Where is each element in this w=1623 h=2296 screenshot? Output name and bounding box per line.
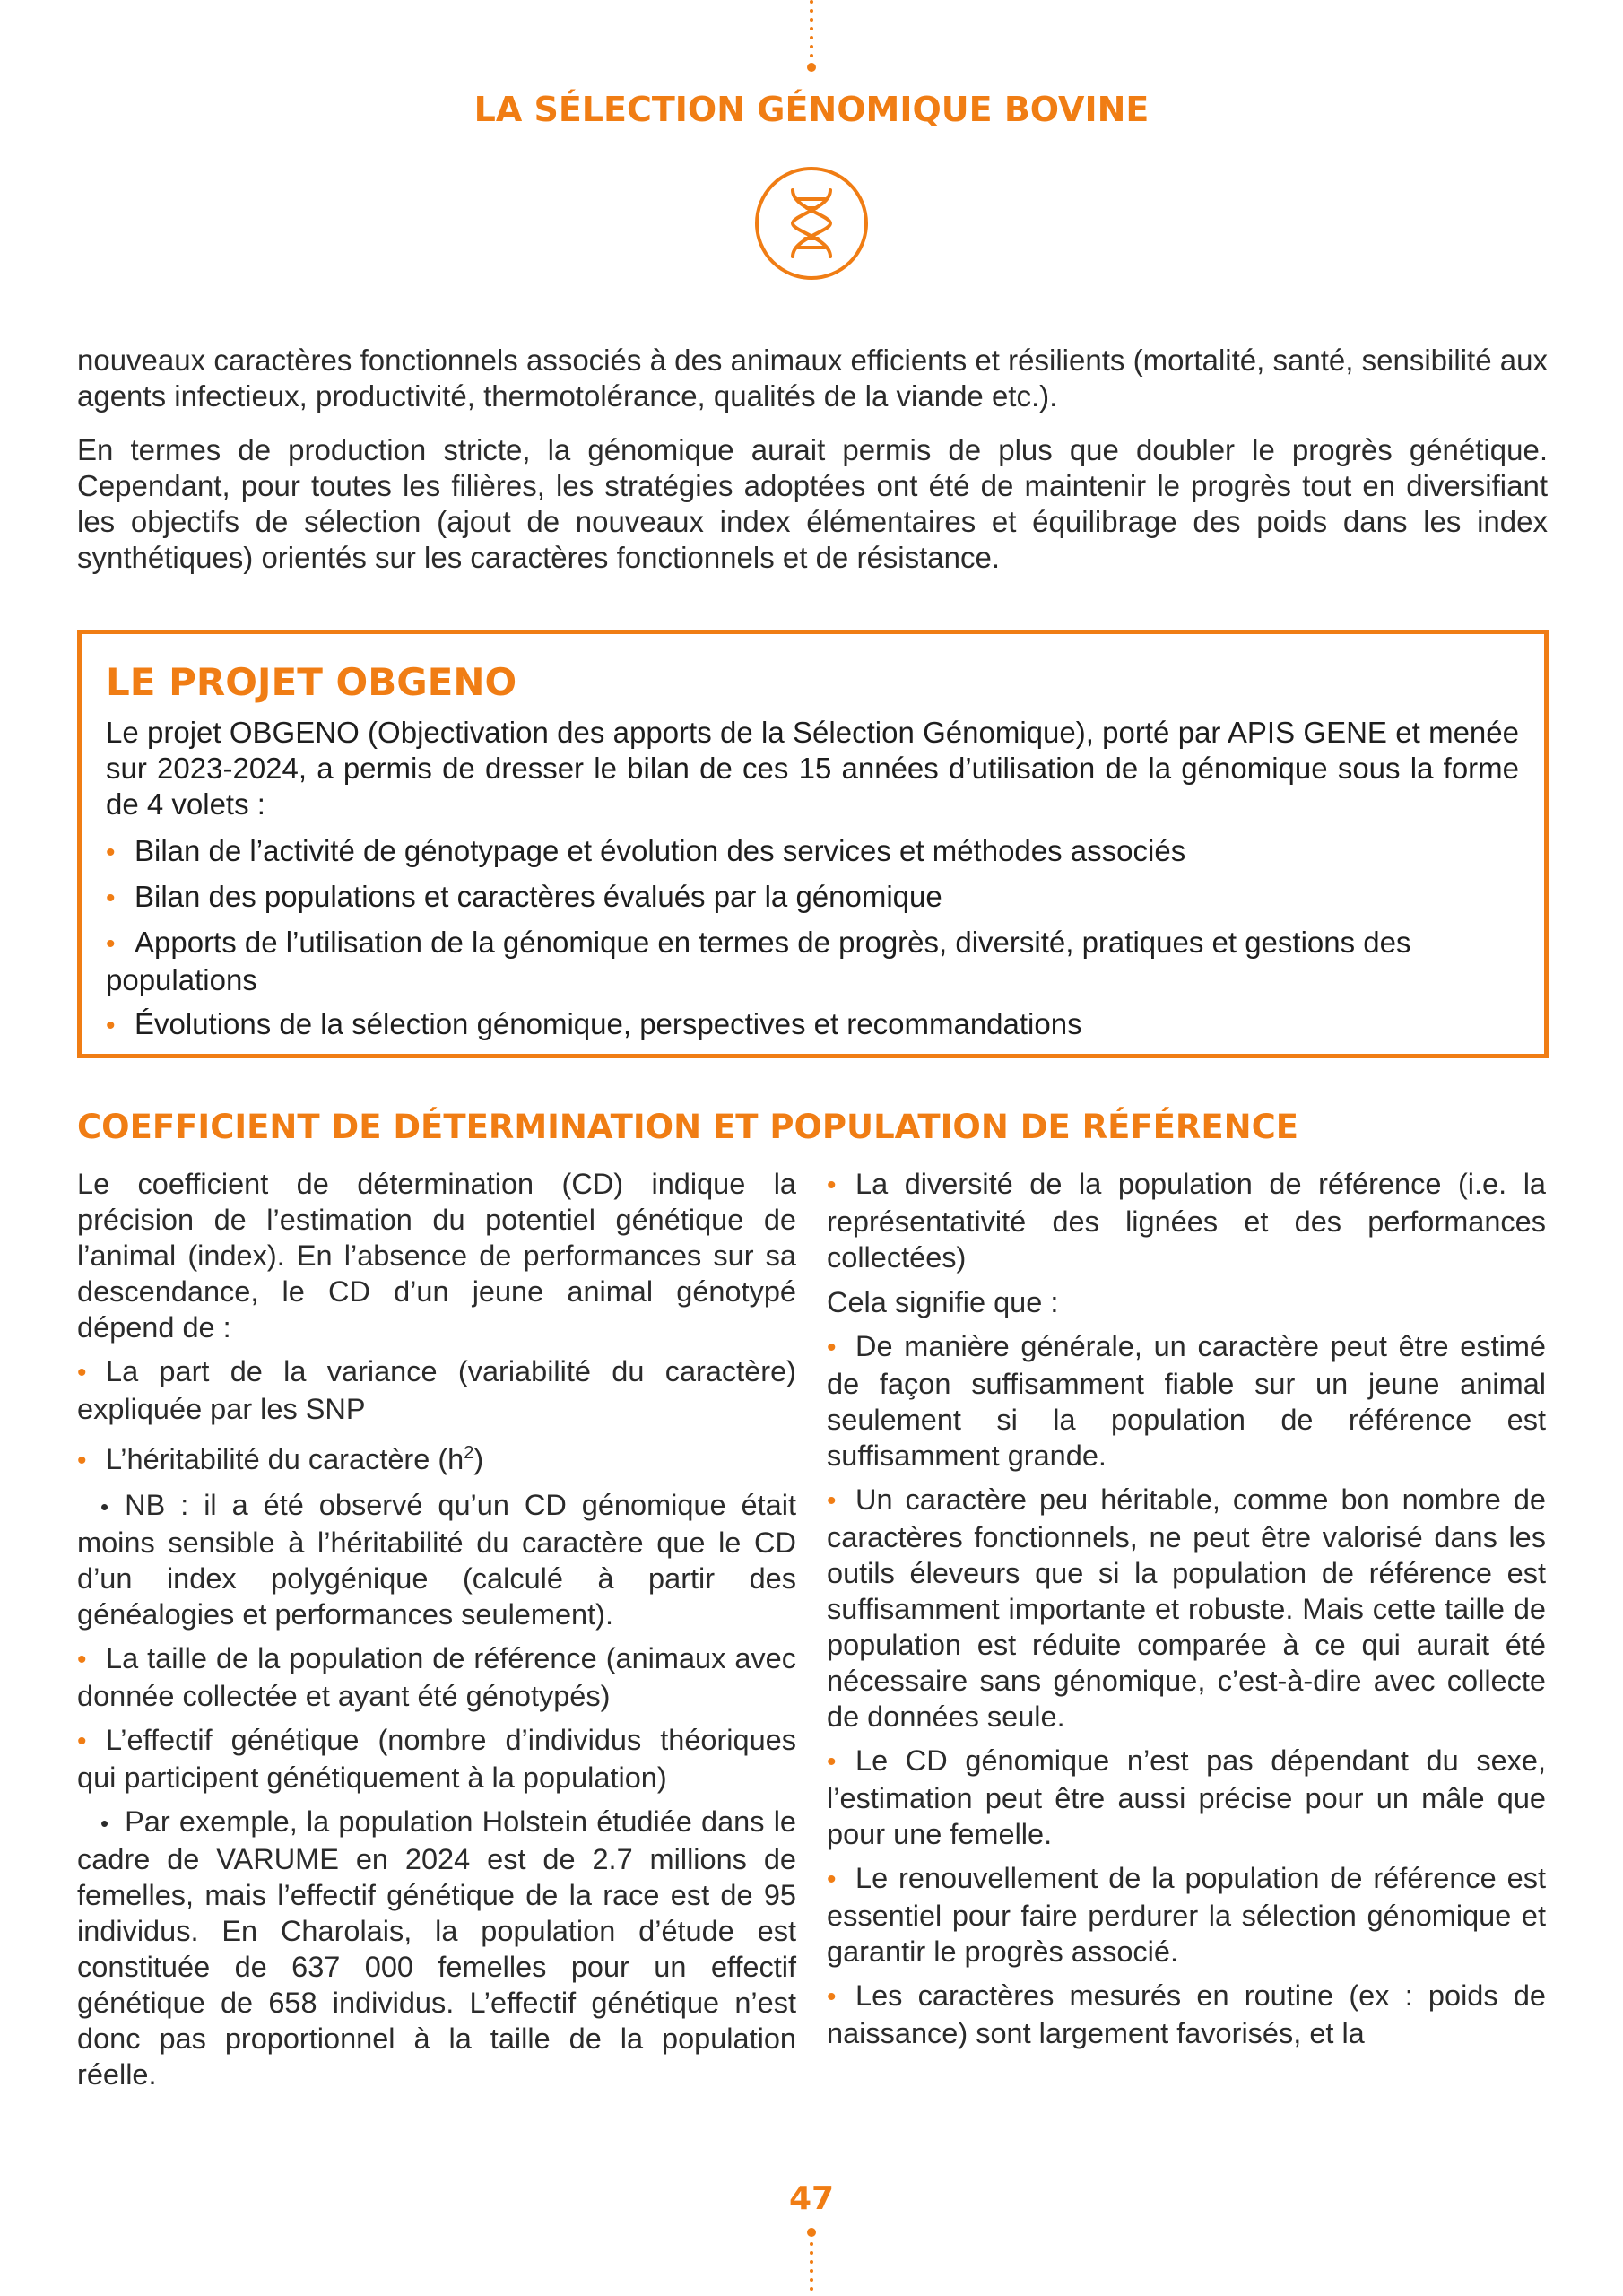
box-list-item: • Apports de l’utilisation de la génomique en termes de progrès, diversité, pratiques et gestions des populations — [106, 926, 1411, 996]
left-intro-paragraph: Le coefficient de détermination (CD) indique la précision de l’estimation du potentiel génétique de l’animal (index). En l’absence de performances sur sa descendance, le CD d’un jeune animal génotypé dépend de : — [77, 1168, 796, 1344]
bullet-icon: • — [106, 929, 116, 959]
intro-paragraph-1: nouveaux caractères fonctionnels associés à des animaux efficients et résilients (mortalité, santé, sensibilité aux agents infectieux, productivité, thermotolérance, qualités de la viande etc.). — [77, 344, 1548, 413]
bullet-icon: • — [77, 1644, 87, 1674]
list-item: • L’effectif génétique (nombre d’individus théoriques qui participent génétiquement à la population) — [77, 1723, 796, 1794]
bullet-icon: • — [827, 1865, 837, 1894]
list-item: • Les caractères mesurés en routine (ex : poids de naissance) sont largement favorisés, et la — [827, 1979, 1546, 2049]
dna-icon — [755, 167, 868, 280]
bullet-icon: • — [106, 1011, 116, 1040]
bullet-icon: • — [106, 838, 116, 867]
list-item: • La taille de la population de référence (animaux avec donnée collectée et ayant été génotypés) — [77, 1641, 796, 1712]
list-item: • La part de la variance (variabilité du caractère) expliquée par les SNP — [77, 1355, 796, 1425]
note-item: • NB : il a été observé qu’un CD génomique était moins sensible à l’héritabilité du caractère que le CD d’un index polygénique (calculé à partir des généalogies et performances seulement). — [77, 1488, 796, 1631]
obgeno-box — [77, 630, 1549, 1058]
list-item: • Le CD génomique n’est pas dépendant du sexe, l’estimation peut être aussi précise pour un mâle que pour une femelle. — [827, 1744, 1546, 1850]
bullet-icon: • — [827, 1170, 837, 1200]
list-item: • Le renouvellement de la population de référence est essentiel pour faire perdurer la sélection génomique et garantir le progrès associé. — [827, 1862, 1546, 1968]
box-intro: Le projet OBGENO (Objectivation des apports de la Sélection Génomique), porté par APIS GENE et menée sur 2023-2024, a permis de dresser le bilan de ces 15 années d’utilisation de la génomique sous la forme de 4 volets : — [106, 716, 1519, 821]
box-list-item: • Bilan des populations et caractères évalués par la génomique — [106, 879, 1519, 917]
list-item: • De manière générale, un caractère peut être estimé de façon suffisamment fiable sur un jeune animal seulement si la population de référence est suffisamment grande. — [827, 1330, 1546, 1472]
intro-paragraph-2: En termes de production stricte, la génomique aurait permis de plus que doubler le progrès génétique. Cependant, pour toutes les filières, les stratégies adoptées ont été de maintenir le progrès tout en diversifiant les objectifs de sélection (ajout de nouveaux index élémentaires et équilibrage des poids dans les index synthétiques) orientés sur les caractères fonctionnels et de résistance. — [77, 433, 1548, 574]
right-mid-paragraph: Cela signifie que : — [827, 1286, 1059, 1318]
bullet-icon: • — [827, 1747, 837, 1777]
list-item: • La diversité de la population de référence (i.e. la représentativité des lignées et des performances collectées) — [827, 1168, 1546, 1274]
section-title: COEFFICIENT DE DÉTERMINATION ET POPULATION DE RÉFÉRENCE — [77, 1108, 1299, 1146]
top-dotted-line — [810, 0, 813, 77]
sub-bullet-icon: • — [100, 1809, 109, 1837]
left-column — [77, 1166, 796, 2100]
box-title: LE PROJET OBGENO — [106, 660, 517, 704]
right-column — [827, 1166, 1546, 2059]
bullet-icon: • — [77, 1445, 87, 1475]
list-item: • Un caractère peu héritable, comme bon nombre de caractères fonctionnels, ne peut être valorisé dans les outils éleveurs que si la population de référence est suffisamment importante et robuste. Mais cette taille de population est réduite comparée à ce qui aurait été nécessaire sans génomique, c’est-à-dire avec collecte de données seule. — [827, 1483, 1546, 1733]
bullet-icon: • — [827, 1982, 837, 2012]
bottom-dotted-line — [810, 2228, 813, 2296]
bullet-icon: • — [106, 883, 116, 913]
sub-bullet-icon: • — [100, 1492, 109, 1520]
bullet-icon: • — [827, 1333, 837, 1362]
list-item: • L’héritabilité du caractère $(h^2)$ — [77, 1435, 796, 1479]
page-number: 47 — [788, 2180, 835, 2217]
box-list-item: • Bilan de l’activité de génotypage et évolution des services et méthodes associés — [106, 833, 1519, 871]
running-title: LA SÉLECTION GÉNOMIQUE BOVINE — [473, 90, 1150, 129]
bullet-icon: • — [827, 1486, 837, 1516]
box-list-item: • Évolutions de la sélection génomique, perspectives et recommandations — [106, 1006, 1519, 1044]
note-item: • Par exemple, la population Holstein étudiée dans le cadre de VARUME en 2024 est de 2.7 millions de femelles, mais l’effectif génétique de la race est de 95 individus. En Charolais, la population d’étude est constituée de 637 000 femelles pour un effectif génétique de 658 individus. L’effectif génétique n’est donc pas proportionnel à la taille de la population réelle. — [77, 1805, 796, 2091]
bullet-icon: • — [77, 1726, 87, 1756]
bullet-icon: • — [77, 1358, 87, 1387]
